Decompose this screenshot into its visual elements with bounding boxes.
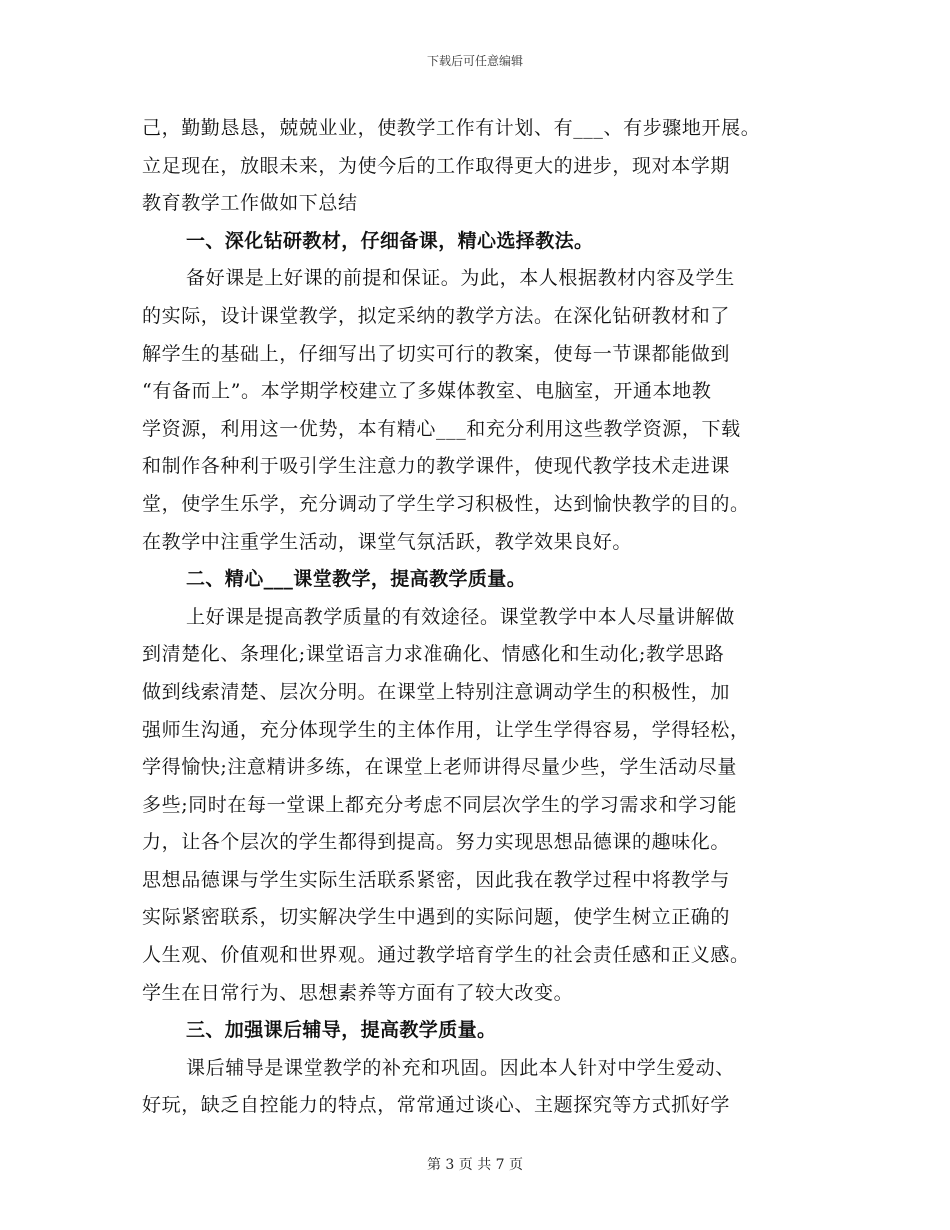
paragraph-line: 己，勤勤恳恳，兢兢业业，使教学工作有计划、有___、有步骤地开展。 (142, 117, 761, 139)
section-heading-1: 一、深化钻研教材，仔细备课，精心选择教法。 (186, 229, 594, 252)
paragraph-line: 上好课是提高教学质量的有效途径。课堂教学中本人尽量讲解做 (186, 605, 735, 628)
paragraph-line: 到清楚化、条理化;课堂语言力求准确化、情感化和生动化;教学思路 (142, 643, 725, 666)
paragraph-line: 立足现在，放眼未来，为使今后的工作取得更大的进步，现对本学期 (142, 154, 731, 177)
section-heading-2: 二、精心___课堂教学，提高教学质量。 (186, 568, 527, 591)
paragraph-line: 在教学中注重学生活动，课堂气氛活跃，教学效果良好。 (142, 530, 633, 553)
page-header: 下载后可任意编辑 (426, 54, 523, 68)
document-body (142, 110, 822, 1125)
paragraph-line: 堂，使学生乐学，充分调动了学生学习积极性，达到愉快教学的目的。 (142, 492, 750, 515)
paragraph-line: 实际紧密联系，切实解决学生中遇到的实际问题，使学生树立正确的 (142, 906, 731, 929)
paragraph-line: 思想品德课与学生实际生活联系紧密，因此我在教学过程中将教学与 (142, 868, 731, 891)
paragraph-line: 人生观、价值观和世界观。通过教学培育学生的社会责任感和正义感。 (142, 944, 750, 967)
paragraph-line: 解学生的基础上，仔细写出了切实可行的教案，使每一节课都能做到 (142, 342, 731, 365)
paragraph-line: 学生在日常行为、思想素养等方面有了较大改变。 (142, 981, 574, 1004)
paragraph-line: 和制作各种利于吸引学生注意力的教学课件，使现代教学技术走进课 (142, 455, 731, 478)
paragraph-line: 备好课是上好课的前提和保证。为此，本人根据教材内容及学生 (186, 267, 735, 290)
paragraph-line: 学得愉快;注意精讲多练，在课堂上老师讲得尽量少些，学生活动尽量 (142, 756, 738, 779)
paragraph-line: 多些;同时在每一堂课上都充分考虑不同层次学生的学习需求和学习能 (142, 793, 738, 816)
paragraph-line: 的实际，设计课堂教学，拟定采纳的教学方法。在深化钻研教材和了 (142, 304, 731, 327)
paragraph-line: “有备而上”。本学期学校建立了多媒体教室、电脑室，开通本地教 (142, 380, 712, 403)
paragraph-line: 教育教学工作做如下总结 (142, 192, 358, 215)
page-number-footer: 第 3 页 共 7 页 (426, 1157, 524, 1173)
paragraph-line: 课后辅导是课堂教学的补充和巩固。因此本人针对中学生爱动、 (186, 1056, 735, 1079)
paragraph-line: 力，让各个层次的学生都得到提高。努力实现思想品德课的趣味化。 (142, 831, 731, 854)
section-heading-3: 三、加强课后辅导，提高教学质量。 (186, 1019, 497, 1042)
paragraph-line: 好玩，缺乏自控能力的特点，常常通过谈心、主题探究等方式抓好学 (142, 1094, 731, 1117)
paragraph-line: 做到线索清楚、层次分明。在课堂上特别注意调动学生的积极性，加 (142, 680, 731, 703)
paragraph-line: 学资源，利用这一优势，本有精心___和充分利用这些教学资源，下载 (142, 417, 741, 440)
paragraph-line: 强师生沟通，充分体现学生的主体作用，让学生学得容易，学得轻松， (142, 718, 750, 741)
